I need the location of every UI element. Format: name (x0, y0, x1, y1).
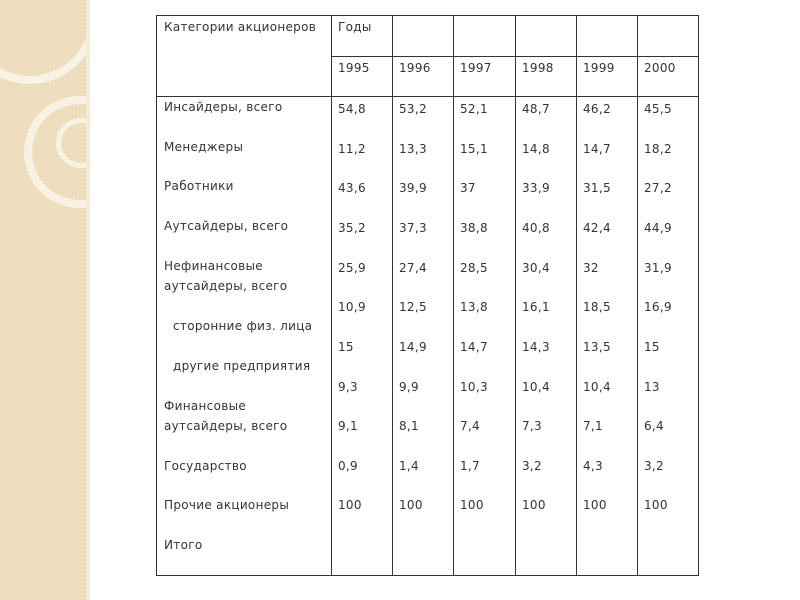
value-cell: 31,5 (583, 181, 611, 195)
value-cell: 28,5 (460, 261, 488, 275)
value-cell: 1,7 (460, 459, 480, 473)
value-cell: 30,4 (522, 261, 550, 275)
value-cell: 45,5 (644, 102, 672, 116)
value-cell: 8,1 (399, 419, 419, 433)
value-cell: 44,9 (644, 221, 672, 235)
value-cell: 3,2 (522, 459, 542, 473)
value-cell: 15 (644, 340, 660, 354)
category-label: Нефинансовые аутсайдеры, всего (164, 259, 288, 293)
value-cell: 1,4 (399, 459, 419, 473)
value-cell: 35,2 (338, 221, 366, 235)
years-header: Годы (338, 20, 372, 34)
value-cell: 37 (460, 181, 476, 195)
category-label: Государство (164, 459, 247, 473)
value-cell: 11,2 (338, 142, 366, 156)
value-cell: 7,3 (522, 419, 542, 433)
decorative-ring (0, 0, 90, 84)
value-cell: 12,5 (399, 300, 427, 314)
decorative-side-panel (0, 0, 90, 600)
value-cell: 14,7 (460, 340, 488, 354)
value-cell: 53,2 (399, 102, 427, 116)
column-divider (515, 16, 516, 575)
value-cell: 13 (644, 380, 660, 394)
value-cell: 9,3 (338, 380, 358, 394)
value-cell: 42,4 (583, 221, 611, 235)
value-cell: 13,5 (583, 340, 611, 354)
category-label: Итого (164, 538, 203, 552)
value-cell: 10,4 (583, 380, 611, 394)
year-header: 1997 (460, 61, 492, 75)
value-cell: 43,6 (338, 181, 366, 195)
value-cell: 13,3 (399, 142, 427, 156)
year-header: 1998 (522, 61, 554, 75)
value-cell: 100 (399, 498, 423, 512)
categories-header: Категории акционеров (164, 20, 317, 34)
year-header: 1996 (399, 61, 431, 75)
value-cell: 52,1 (460, 102, 488, 116)
category-label: сторонние физ. лица (173, 319, 313, 333)
value-cell: 40,8 (522, 221, 550, 235)
value-cell: 33,9 (522, 181, 550, 195)
column-divider (637, 16, 638, 575)
category-label: другие предприятия (173, 359, 311, 373)
value-cell: 7,4 (460, 419, 480, 433)
value-cell: 37,3 (399, 221, 427, 235)
value-cell: 4,3 (583, 459, 603, 473)
value-cell: 100 (460, 498, 484, 512)
category-label: Прочие акционеры (164, 498, 290, 512)
shareholders-table (156, 15, 699, 576)
value-cell: 3,2 (644, 459, 664, 473)
value-cell: 15 (338, 340, 354, 354)
value-cell: 100 (583, 498, 607, 512)
value-cell: 14,8 (522, 142, 550, 156)
column-divider (453, 16, 454, 575)
category-label: Менеджеры (164, 140, 244, 154)
value-cell: 16,1 (522, 300, 550, 314)
column-divider (576, 16, 577, 575)
value-cell: 32 (583, 261, 599, 275)
column-divider (392, 16, 393, 575)
value-cell: 15,1 (460, 142, 488, 156)
value-cell: 100 (338, 498, 362, 512)
value-cell: 7,1 (583, 419, 603, 433)
category-label: Аутсайдеры, всего (164, 219, 289, 233)
category-label: Работники (164, 179, 234, 193)
value-cell: 27,4 (399, 261, 427, 275)
year-header: 1995 (338, 61, 370, 75)
header-divider (331, 56, 698, 57)
value-cell: 10,9 (338, 300, 366, 314)
value-cell: 18,2 (644, 142, 672, 156)
value-cell: 0,9 (338, 459, 358, 473)
value-cell: 14,3 (522, 340, 550, 354)
value-cell: 48,7 (522, 102, 550, 116)
value-cell: 14,7 (583, 142, 611, 156)
value-cell: 13,8 (460, 300, 488, 314)
category-label: Инсайдеры, всего (164, 100, 283, 114)
value-cell: 27,2 (644, 181, 672, 195)
category-label: Финансовые аутсайдеры, всего (164, 399, 288, 433)
value-cell: 54,8 (338, 102, 366, 116)
value-cell: 10,3 (460, 380, 488, 394)
value-cell: 100 (644, 498, 668, 512)
value-cell: 14,9 (399, 340, 427, 354)
value-cell: 38,8 (460, 221, 488, 235)
value-cell: 25,9 (338, 261, 366, 275)
value-cell: 9,9 (399, 380, 419, 394)
year-header: 2000 (644, 61, 676, 75)
value-cell: 100 (522, 498, 546, 512)
value-cell: 16,9 (644, 300, 672, 314)
value-cell: 39,9 (399, 181, 427, 195)
value-cell: 10,4 (522, 380, 550, 394)
value-cell: 46,2 (583, 102, 611, 116)
year-header: 1999 (583, 61, 615, 75)
value-cell: 31,9 (644, 261, 672, 275)
decorative-divider (86, 0, 90, 600)
value-cell: 18,5 (583, 300, 611, 314)
column-divider (331, 16, 332, 575)
value-cell: 9,1 (338, 419, 358, 433)
value-cell: 6,4 (644, 419, 664, 433)
